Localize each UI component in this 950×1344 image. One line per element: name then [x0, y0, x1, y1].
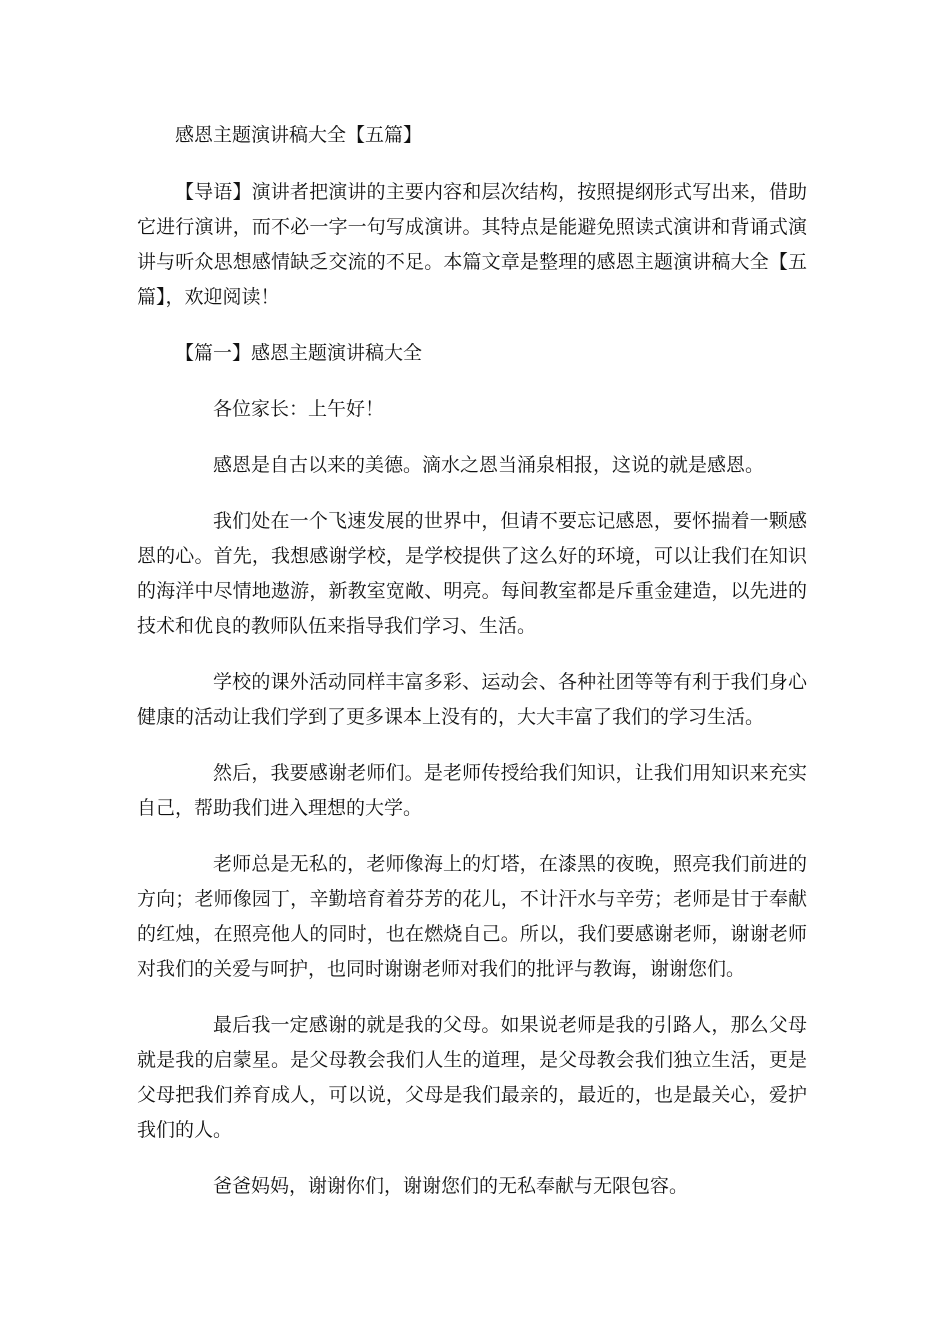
speech-paragraph: 我们处在一个飞速发展的世界中，但请不要忘记感恩，要怀揣着一颗感恩的心。首先，我想感谢学校，是学校提供了这么好的环境，可以让我们在知识的海洋中尽情地遨游，新教室宽敞、明亮。每间教室都是斥重金建造，以先进的技术和优良的教师队伍来指导我们学习、生活。 [137, 510, 807, 637]
speech-paragraph: 爸爸妈妈，谢谢你们，谢谢您们的无私奉献与无限包容。 [213, 1175, 689, 1197]
document-body [137, 118, 807, 1225]
speech-paragraph: 老师总是无私的，老师像海上的灯塔，在漆黑的夜晚，照亮我们前进的方向；老师像园丁，辛勤培育着芬芳的花儿，不计汗水与辛劳；老师是甘于奉献的红烛，在照亮他人的同时，也在燃烧自己。所以，我们要感谢老师，谢谢老师对我们的关爱与呵护，也同时谢谢老师对我们的批评与教诲，谢谢您们。 [137, 853, 807, 980]
speech-paragraph: 最后我一定感谢的就是我的父母。如果说老师是我的引路人，那么父母就是我的启蒙星。是父母教会我们人生的道理，是父母教会我们独立生活，更是父母把我们养育成人，可以说，父母是我们最亲的，最近的，也是最关心，爱护我们的人。 [137, 1014, 807, 1141]
speech-paragraph: 然后，我要感谢老师们。是老师传授给我们知识，让我们用知识来充实自己，帮助我们进入理想的大学。 [137, 762, 807, 819]
speech-paragraph: 各位家长：上午好！ [213, 398, 385, 420]
intro-paragraph: 【导语】演讲者把演讲的主要内容和层次结构，按照提纲形式写出来，借助它进行演讲，而不必一字一句写成演讲。其特点是能避免照读式演讲和背诵式演讲与听众思想感情缺乏交流的不足。本篇文章是整理的感恩主题演讲稿大全【五篇】，欢迎阅读！ [137, 181, 807, 308]
speech-paragraph: 学校的课外活动同样丰富多彩、运动会、各种社团等等有利于我们身心健康的活动让我们学到了更多课本上没有的，大大丰富了我们的学习生活。 [137, 671, 807, 728]
section-heading: 【篇一】感恩主题演讲稿大全 [175, 342, 423, 364]
document-title: 感恩主题演讲稿大全【五篇】 [175, 124, 423, 146]
speech-paragraph: 感恩是自古以来的美德。滴水之恩当涌泉相报，这说的就是感恩。 [213, 454, 765, 476]
